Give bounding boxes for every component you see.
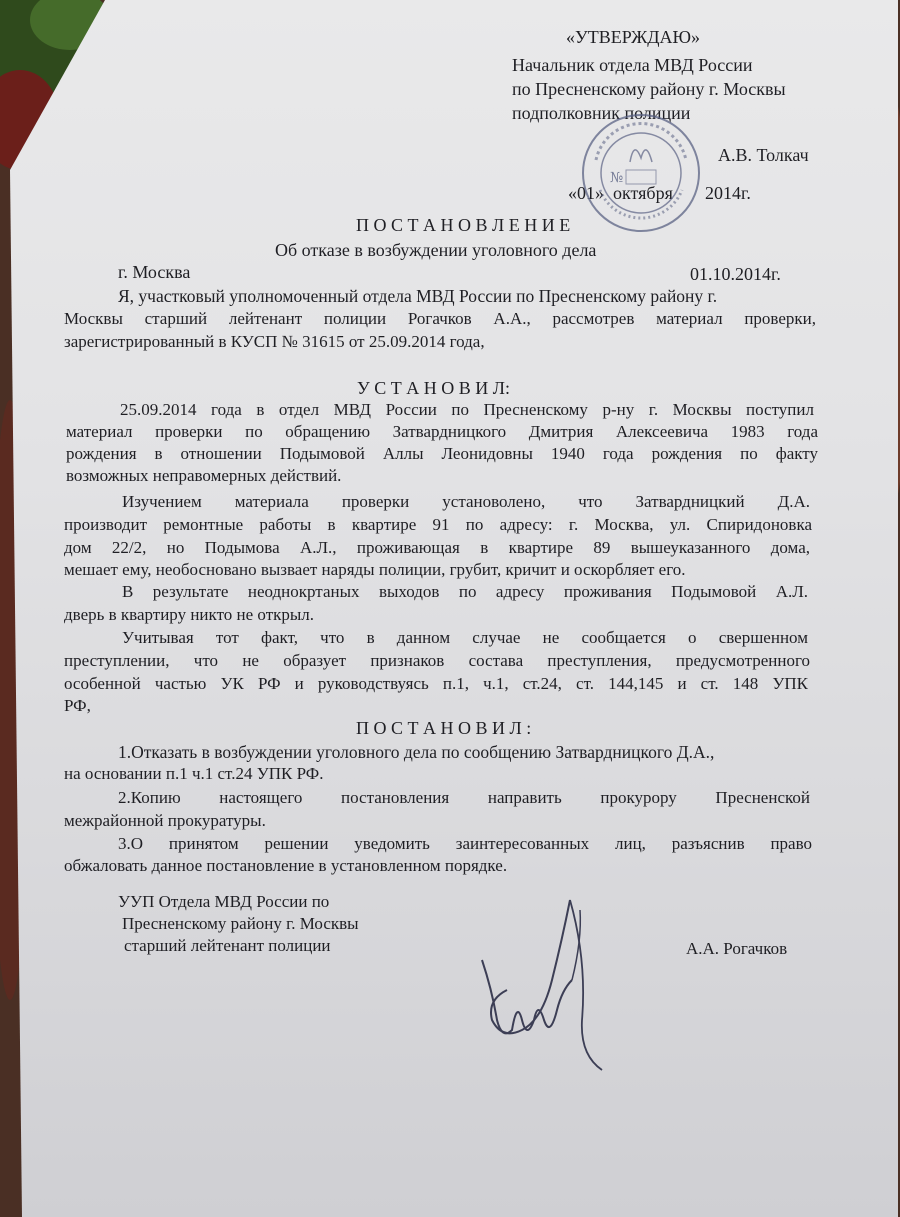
official-stamp-icon xyxy=(578,110,704,236)
handwritten-signature-icon xyxy=(462,880,632,1080)
approval-line-2: по Пресненскому району г. Москвы xyxy=(512,79,786,99)
stamp-text: № xyxy=(610,170,624,186)
established-p2-line-2: производит ремонтные работы в квартире 91 по адресу: г. Москва, ул. Спиридоновка xyxy=(64,515,812,534)
resolved-item-1-line-2: на основании п.1 ч.1 ст.24 УПК РФ. xyxy=(64,764,324,783)
established-p3-line-2: дверь в квартиру никто не открыл. xyxy=(64,605,315,624)
document-subtitle: Об отказе в возбуждении уголовного дела xyxy=(275,240,597,260)
established-p4-line-4: РФ, xyxy=(64,696,91,715)
intro-line-2: Москвы старший лейтенант полиции Рогачков А.А., рассмотрев материал проверки, xyxy=(64,309,816,328)
approval-line-3: подполковник полиции xyxy=(512,103,691,123)
approval-signer: А.В. Толкач xyxy=(718,145,809,165)
approval-title: «УТВЕРЖДАЮ» xyxy=(566,27,701,47)
established-p1-line-4: возможных неправомерных действий. xyxy=(66,466,342,485)
established-p3-line-1: В результате неоднокртаных выходов по адресу проживания Подымовой А.Л. xyxy=(122,582,808,601)
approval-date-month: октября xyxy=(613,183,673,203)
established-p2-line-3: дом 22/2, но Подымова А.Л., проживающая в квартире 89 вышеуказанного дома, xyxy=(64,538,810,557)
established-p4-line-2: преступлении, что не образует признаков состава преступления, предусмотренного xyxy=(64,651,810,670)
approval-date-day: «01» xyxy=(568,183,604,203)
established-p2-line-4: мешает ему, необосновано вызвает наряды полиции, грубит, кричит и оскорбляет его. xyxy=(64,560,686,579)
established-p4-line-3: особенной частью УК РФ и руководствуясь п.1, ч.1, ст.24, ст. 144,145 и ст. 148 УПК xyxy=(64,674,808,693)
signature-line-1: УУП Отдела МВД России по xyxy=(118,892,330,911)
resolved-item-2-line-1: 2.Копию настоящего постановления направить прокурору Пресненской xyxy=(118,788,810,807)
established-p2-line-1: Изучением материала проверки установолено, что Затвардницкий Д.А. xyxy=(122,492,810,511)
established-p1-line-2: материал проверки по обращению Затвардницкого Дмитрия Алексеевича 1983 года xyxy=(66,422,818,441)
approval-date-year: 2014г. xyxy=(705,183,751,203)
resolved-item-1-line-1: 1.Отказать в возбуждении уголовного дела по сообщению Затвардницкого Д.А., xyxy=(118,742,715,762)
resolved-heading: П О С Т А Н О В И Л : xyxy=(356,718,532,738)
document-city: г. Москва xyxy=(118,262,191,282)
established-p4-line-1: Учитывая тот факт, что в данном случае не сообщается о свершенном xyxy=(122,628,808,647)
established-heading: У С Т А Н О В И Л: xyxy=(357,378,510,398)
document-title: П О С Т А Н О В Л Е Н И Е xyxy=(356,215,571,235)
signature-name: А.А. Рогачков xyxy=(686,939,788,958)
established-p1-line-1: 25.09.2014 года в отдел МВД России по Пресненскому р-ну г. Москвы поступил xyxy=(120,400,814,419)
document-date: 01.10.2014г. xyxy=(690,264,781,284)
intro-line-1: Я, участковый уполномоченный отдела МВД России по Пресненскому району г. xyxy=(118,286,718,306)
signature-line-3: старший лейтенант полиции xyxy=(124,936,331,955)
signature-line-2: Пресненскому району г. Москвы xyxy=(122,914,359,933)
resolved-item-3-line-1: 3.О принятом решении уведомить заинтересованных лиц, разъяснив право xyxy=(118,834,812,853)
resolved-item-3-line-2: обжаловать данное постановление в установленном порядке. xyxy=(64,856,508,875)
established-p1-line-3: рождения в отношении Подымовой Аллы Леонидовны 1940 года рождения по факту xyxy=(66,444,818,463)
resolved-item-2-line-2: межрайонной прокуратуры. xyxy=(64,811,266,830)
approval-line-1: Начальник отдела МВД России xyxy=(512,55,753,75)
intro-line-3: зарегистрированный в КУСП № 31615 от 25.09.2014 года, xyxy=(64,332,485,351)
